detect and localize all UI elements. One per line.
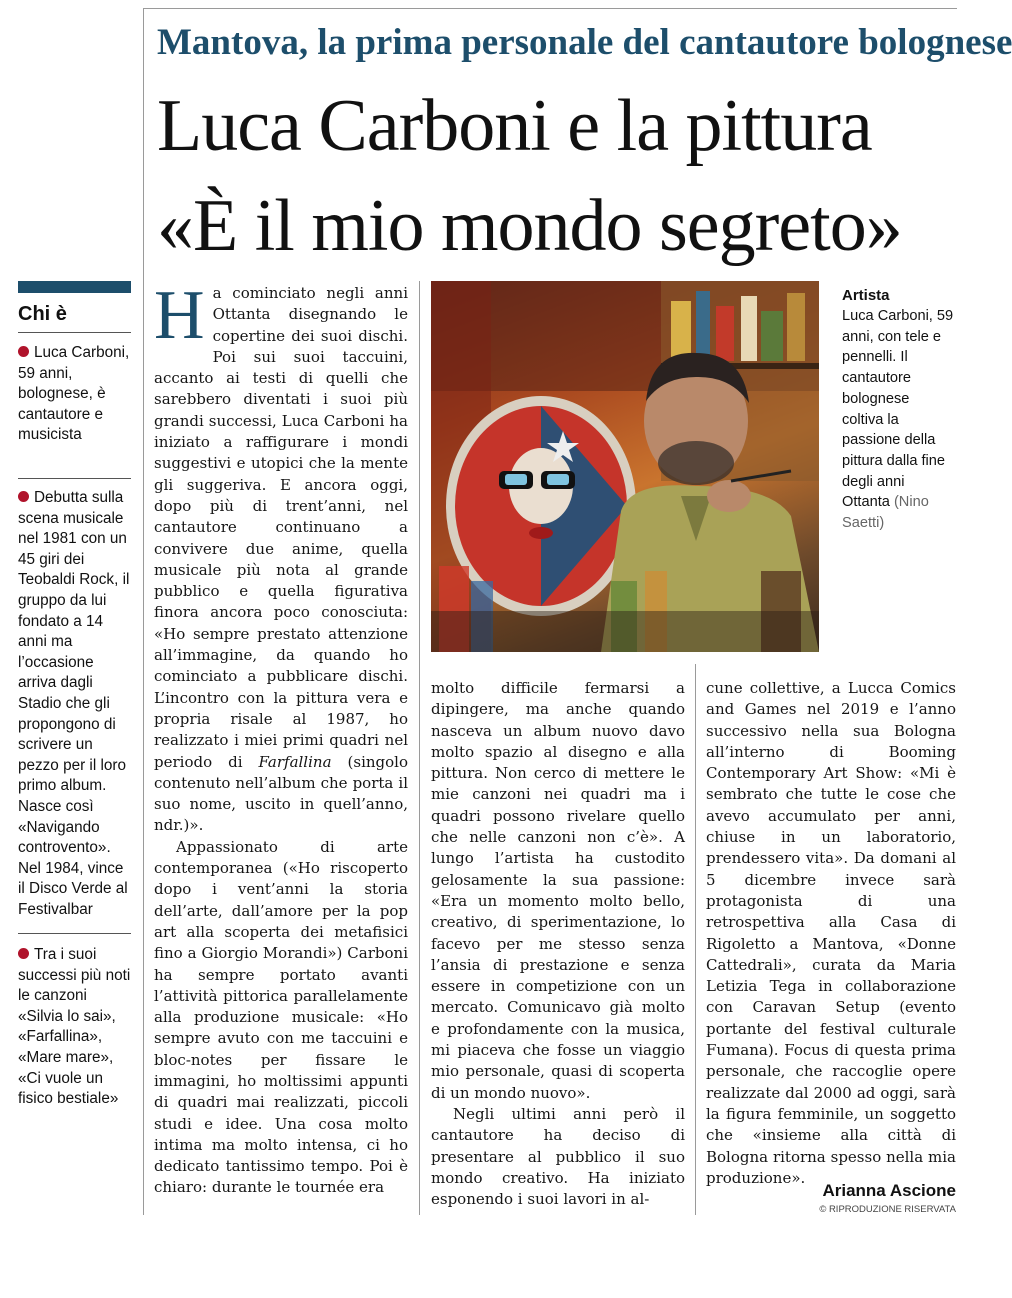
bullet-dot-icon xyxy=(18,948,29,959)
copyright-notice: © RIPRODUZIONE RISERVATA xyxy=(819,1204,956,1215)
article-paragraph: cune collettive, a Lucca Comics and Games nel 2019 e l’anno successivo nella sua Bologna all’interno di Booming Contemporary Art Show: «Mi è sembrato che tutte le cose che avevo accumulato per anni, chiuse in un laboratorio, prendessero vita». Da domani al 5 dicembre invece sarà protagonista di una retrospettiva alla Casa di Rigoletto a Mantova, «Donne Cattedrali», curata da Maria Letizia Tega in collaborazione con Caravan Setup (evento portante del festival culturale Fumana). Focus di questa prima personale, che raccoglie opere realizzate dal 2000 ad oggi, sarà la figura femminile, un soggetto che «insieme alla città di Bologna ritorna spesso nella mia produzione». xyxy=(706,679,956,1187)
sidebar-divider xyxy=(18,332,131,333)
bullet-dot-icon xyxy=(18,491,29,502)
article-paragraph: Negli ultimi anni però il cantautore ha deciso di presentare al pubblico il suo mondo creativo. Ha iniziato esponendo i suoi lavori in al- xyxy=(431,1104,685,1209)
article-paragraph: Appassionato di arte contemporanea («Ho riscoperto dopo i vent’anni la storia dell’arte, dall’amore per la pop art alla scoperta dei metafisici fino a Giorgio Morandi») Carboni ha sempre portato avanti l’attività pittorica parallelamente alla produzione musicale: «Ho sempre avuto con me taccuini e bloc-notes per fissare le immagini, ho moltissimi appunti di quadri mai realizzati, piccoli studi e idee. Una cosa molto intima ma molto intensa, ci ho dedicato tantissimo tempo. Poi è chiaro: durante le tournée era xyxy=(154,837,408,1197)
drop-cap: H xyxy=(154,277,205,354)
photo-caption: Luca Carboni, 59 anni, con tele e pennelli. Il cantautore bolognese coltiva la passione della pittura dalla fine degli anni Ottanta (Nino Saetti) xyxy=(842,308,954,532)
bullet-dot-icon xyxy=(18,346,29,357)
sidebar-divider xyxy=(18,478,131,479)
sidebar-item: Tra i suoi successi più noti le canzoni «Silvia lo sai», «Farfallina», «Mare mare», «Ci vuole un fisico bestiale» xyxy=(18,946,131,1108)
article-column-2 xyxy=(431,678,685,1210)
article-paragraph: molto difficile fermarsi a dipingere, ma anche quando nasceva un album nuovo davo molto spazio al disegno e alla pittura. Non cerco di mettere le mie canzoni nei quadri ma i quadri possono rivelare quello che nelle canzoni non c’è». A lungo l’artista ha custodito gelosamente la sua passione: «Era un momento molto bello, creativo, di sperimentazione, lo facevo per me stesso senza l’ansia di prestazione e senza essere in competizione con un mercato. Comunicavo già molto e profondamente con la musica, mi piaceva che fosse un viaggio mio personale, quasi di scoperta di un mondo nuovo». xyxy=(431,679,685,1102)
sidebar-item: Debutta sulla scena musicale nel 1981 con un 45 giri dei Teobaldi Rock, il gruppo da lui fondato a 14 anni ma l’occasione arriva dagli Stadio che gli propongono di scrivere un pezzo per il loro primo album. Nasce così «Navigando controvento». Nel 1984, vince il Disco Verde al Festivalbar xyxy=(18,489,130,918)
photo-credit: (Nino Saetti) xyxy=(842,494,929,532)
headline-line-1: Luca Carboni e la pittura xyxy=(157,85,872,167)
sidebar-accent-bar xyxy=(18,281,131,293)
left-vertical-rule xyxy=(143,8,144,1215)
kicker: Mantova, la prima personale del cantautore bolognese xyxy=(157,22,1012,63)
article-column-1 xyxy=(154,277,408,1199)
article-paragraph: Ha cominciato negli anni Ottanta disegnando le copertine dei suoi dischi. Poi sui suoi taccuini, accanto ai testi di quelli che sarebbero diventati i suoi più grandi successi, Luca Carboni ha iniziato a raffigurare i mondi suggestivi e utopici che la mente gli suggeriva. E ancora oggi, dopo più di trent’anni, nel cantautore continuano a convivere due anime, quella musicale più nota al grande pubblico e quella figurativa finora ancora poco conosciuta: «Ho sempre prestato attenzione all’immagine, da quando ho cominciato a pubblicare dischi. L’incontro con la pittura vera e propria risale al 1987, ho realizzato i miei primi quadri nel periodo di Farfallina (singolo contenuto nell’album che porta il suo nome, uscito in quell’anno, ndr.)». xyxy=(154,277,408,835)
sidebar-item: Luca Carboni, 59 anni, bolognese, è cantautore e musicista xyxy=(18,344,130,444)
article-column-3 xyxy=(706,678,956,1189)
sidebar-title: Chi è xyxy=(18,303,67,325)
column-rule-1 xyxy=(419,281,420,1215)
photo-illustration xyxy=(431,281,819,652)
caption-title: Artista xyxy=(842,287,890,304)
sidebar-divider xyxy=(18,933,131,934)
headline-line-2: «È il mio mondo segreto» xyxy=(157,185,902,267)
column-rule-2 xyxy=(695,664,696,1215)
author-signature: Arianna Ascione xyxy=(822,1181,956,1200)
article-photo xyxy=(431,281,819,652)
top-rule xyxy=(143,8,957,9)
